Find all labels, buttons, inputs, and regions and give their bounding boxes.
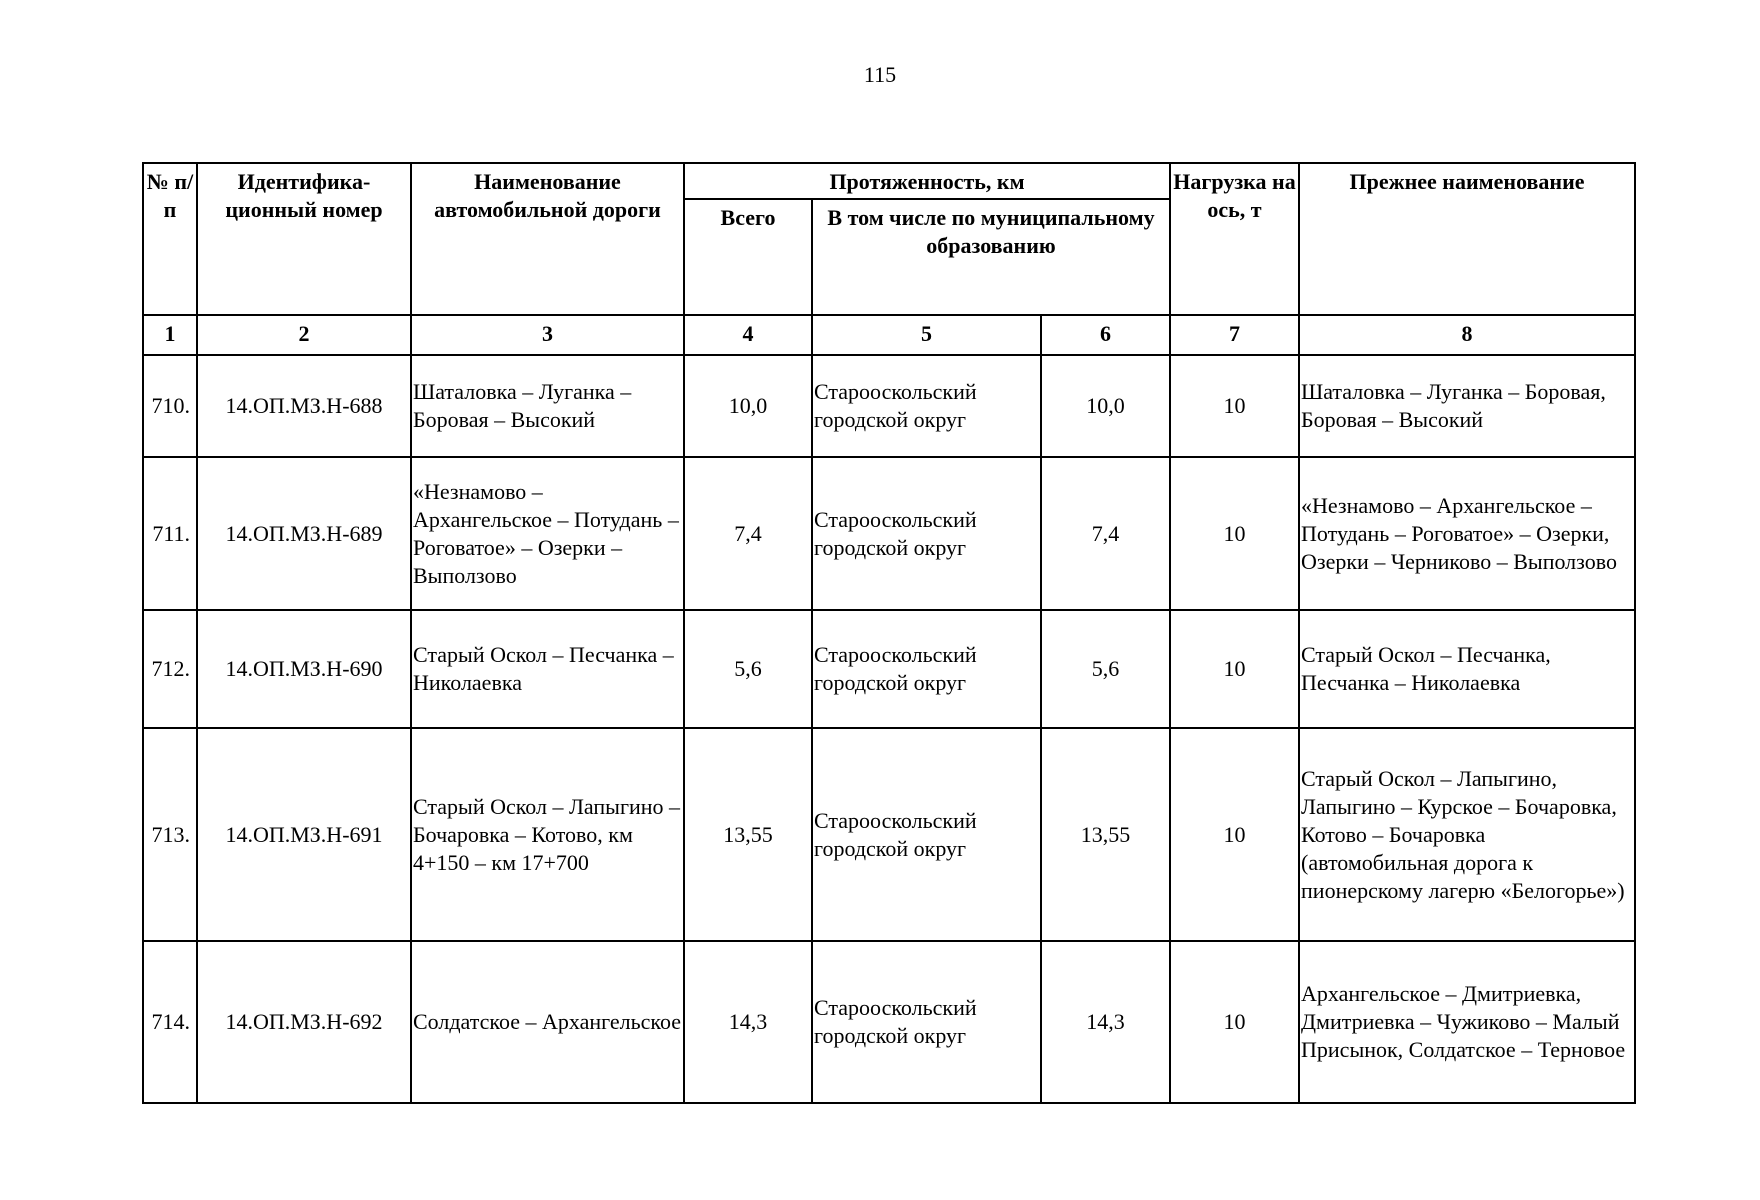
roads-table <box>142 162 1636 1104</box>
row-number: 710. <box>143 355 197 457</box>
column-number: 2 <box>197 315 411 355</box>
former-name: Старый Оскол – Лапыгино, Лапыгино – Курское – Бочаровка, Котово – Бочаровка (автомобильная дорога к пионерскому лагерю «Белогорье») <box>1299 728 1635 941</box>
axle-load: 10 <box>1170 941 1299 1103</box>
header-by-municipality: В том числе по муниципальному образованию <box>812 199 1170 315</box>
length-total: 5,6 <box>684 610 812 728</box>
table-row <box>143 941 1635 1103</box>
length-total: 7,4 <box>684 457 812 610</box>
axle-load: 10 <box>1170 355 1299 457</box>
row-number: 711. <box>143 457 197 610</box>
road-name: Старый Оскол – Лапыгино – Бочаровка – Котово, км 4+150 – км 17+700 <box>411 728 684 941</box>
municipality-length: 5,6 <box>1041 610 1170 728</box>
municipality-name: Старооскольский городской округ <box>812 941 1041 1103</box>
former-name: Шаталовка – Луганка – Боровая, Боровая – Высокий <box>1299 355 1635 457</box>
road-name: Солдатское – Архангельское <box>411 941 684 1103</box>
length-total: 10,0 <box>684 355 812 457</box>
row-number: 712. <box>143 610 197 728</box>
length-total: 13,55 <box>684 728 812 941</box>
row-number: 713. <box>143 728 197 941</box>
header-former-name: Прежнее наименование <box>1299 163 1635 315</box>
road-id: 14.ОП.МЗ.Н-690 <box>197 610 411 728</box>
axle-load: 10 <box>1170 457 1299 610</box>
municipality-length: 10,0 <box>1041 355 1170 457</box>
road-name: «Незнамово – Архангельское – Потудань – Роговатое» – Озерки – Выползово <box>411 457 684 610</box>
former-name: «Незнамово – Архангельское – Потудань – Роговатое» – Озерки, Озерки – Черниково – Выползово <box>1299 457 1635 610</box>
axle-load: 10 <box>1170 728 1299 941</box>
former-name: Старый Оскол – Песчанка, Песчанка – Николаевка <box>1299 610 1635 728</box>
municipality-name: Старооскольский городской округ <box>812 457 1041 610</box>
column-number: 1 <box>143 315 197 355</box>
table-row <box>143 728 1635 941</box>
header-total: Всего <box>684 199 812 315</box>
header-num: № п/п <box>143 163 197 315</box>
header-id: Идентифика-ционный номер <box>197 163 411 315</box>
municipality-name: Старооскольский городской округ <box>812 610 1041 728</box>
former-name: Архангельское – Дмитриевка, Дмитриевка – Чужиково – Малый Присынок, Солдатское – Терновое <box>1299 941 1635 1103</box>
page-number: 115 <box>863 62 897 87</box>
road-name: Шаталовка – Луганка – Боровая – Высокий <box>411 355 684 457</box>
municipality-name: Старооскольский городской округ <box>812 728 1041 941</box>
road-id: 14.ОП.МЗ.Н-692 <box>197 941 411 1103</box>
table-row <box>143 457 1635 610</box>
column-number: 6 <box>1041 315 1170 355</box>
municipality-name: Старооскольский городской округ <box>812 355 1041 457</box>
road-name: Старый Оскол – Песчанка – Николаевка <box>411 610 684 728</box>
table-row <box>143 355 1635 457</box>
header-length: Протяженность, км <box>684 163 1170 199</box>
table-row <box>143 610 1635 728</box>
column-number: 3 <box>411 315 684 355</box>
municipality-length: 7,4 <box>1041 457 1170 610</box>
road-id: 14.ОП.МЗ.Н-691 <box>197 728 411 941</box>
row-number: 714. <box>143 941 197 1103</box>
column-number: 4 <box>684 315 812 355</box>
axle-load: 10 <box>1170 610 1299 728</box>
column-number: 5 <box>812 315 1041 355</box>
length-total: 14,3 <box>684 941 812 1103</box>
municipality-length: 13,55 <box>1041 728 1170 941</box>
road-id: 14.ОП.МЗ.Н-689 <box>197 457 411 610</box>
column-number: 8 <box>1299 315 1635 355</box>
municipality-length: 14,3 <box>1041 941 1170 1103</box>
column-number: 7 <box>1170 315 1299 355</box>
header-load: Нагрузка на ось, т <box>1170 163 1299 315</box>
road-id: 14.ОП.МЗ.Н-688 <box>197 355 411 457</box>
header-name: Наименование автомобильной дороги <box>411 163 684 315</box>
